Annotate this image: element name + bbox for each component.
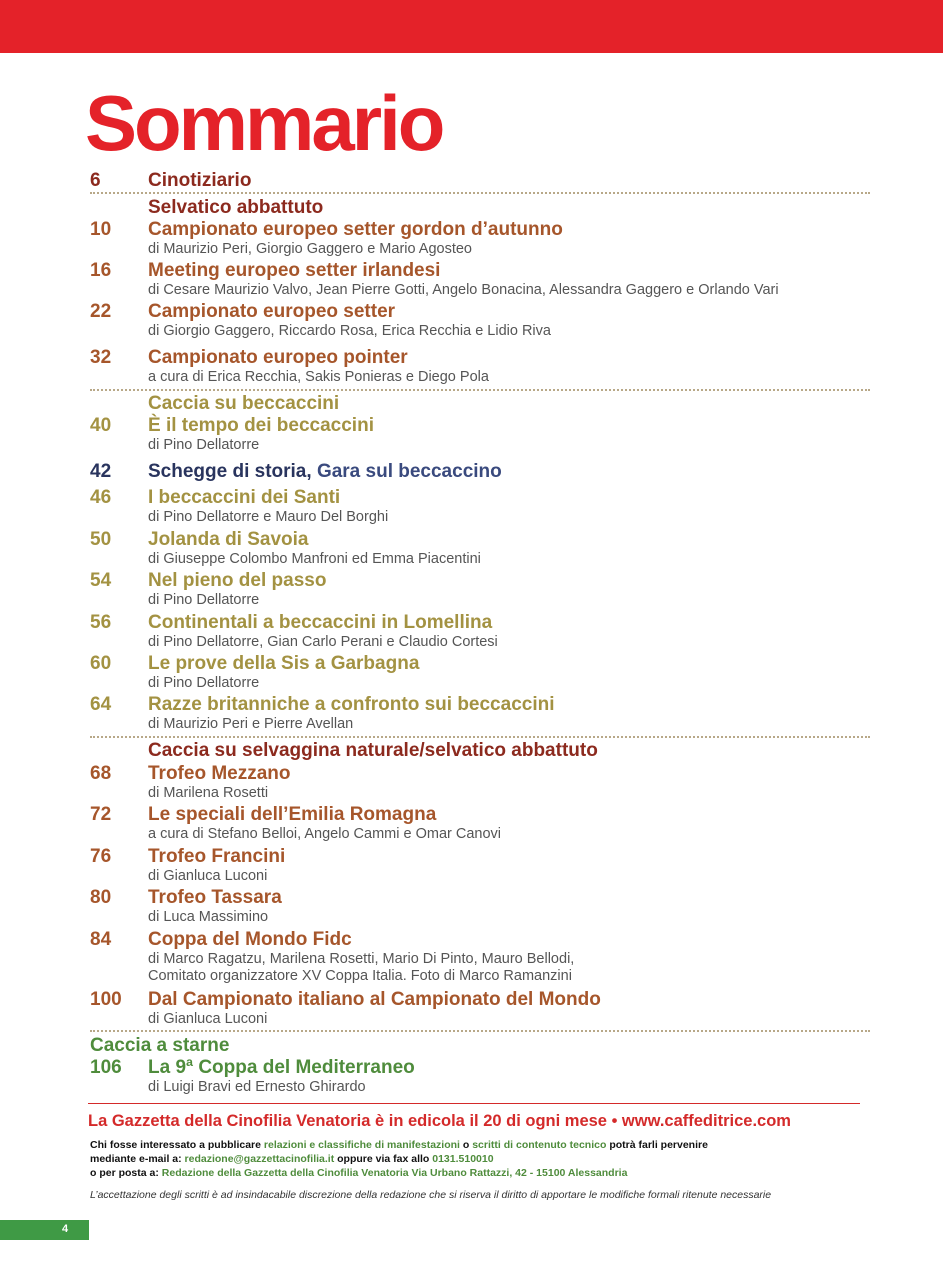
page-number: 46: [90, 487, 112, 508]
page-number: 42: [90, 461, 112, 482]
entry-title: Campionato europeo pointer: [148, 347, 408, 368]
info-text: mediante e-mail a:: [90, 1153, 185, 1165]
page-number: 68: [90, 763, 112, 784]
entry-title: Jolanda di Savoia: [148, 529, 309, 550]
entry-title: Le speciali dell’Emilia Romagna: [148, 804, 437, 825]
page-number: 80: [90, 887, 112, 908]
section-heading: Caccia a starne: [90, 1035, 230, 1056]
page-number: 56: [90, 612, 112, 633]
section-heading: Caccia su selvaggina naturale/selvatico abbattuto: [148, 740, 598, 761]
entry-author: di Gianluca Luconi: [148, 868, 268, 884]
section-heading: Selvatico abbattuto: [148, 197, 324, 218]
entry-author: di Pino Dellatorre, Gian Carlo Perani e Claudio Cortesi: [148, 634, 498, 650]
entry-title: Nel pieno del passo: [148, 570, 327, 591]
footer-rule: [88, 1103, 860, 1104]
page-number: 64: [90, 694, 112, 715]
entry-title: Cinotiziario: [148, 170, 252, 191]
entry-title: Coppa del Mondo Fidc: [148, 929, 352, 950]
page-number: 106: [90, 1057, 122, 1078]
top-red-band: [0, 0, 943, 53]
info-text: oppure via fax allo: [334, 1153, 433, 1165]
page-number-tab: [0, 1220, 89, 1240]
entry-author: di Marilena Rosetti: [148, 785, 269, 801]
section-heading: Caccia su beccaccini: [148, 393, 340, 414]
page-number: 6: [90, 170, 101, 191]
entry-author: di Luigi Bravi ed Ernesto Ghirardo: [148, 1079, 366, 1095]
page-number: 10: [90, 219, 112, 240]
page-title: Sommario: [85, 79, 443, 167]
dotted-divider: [90, 736, 870, 738]
entry-author: di Pino Dellatorre e Mauro Del Borghi: [148, 509, 389, 525]
email-link[interactable]: redazione@gazzettacinofilia.it: [184, 1153, 335, 1165]
page-number-label: 4: [62, 1223, 69, 1235]
entry-title: Trofeo Francini: [148, 846, 286, 867]
entry-title-bold: Schegge di storia,: [148, 461, 312, 482]
entry-title: Meeting europeo setter irlandesi: [148, 260, 441, 281]
entry-title: Continentali a beccaccini in Lomellina: [148, 612, 493, 633]
entry-author: di Gianluca Luconi: [148, 1011, 268, 1027]
entry-title: Razze britanniche a confronto sui beccaccini: [148, 694, 555, 715]
dotted-divider: [90, 1030, 870, 1032]
entry-author: a cura di Stefano Belloi, Angelo Cammi e Omar Canovi: [148, 826, 502, 842]
submission-info-line-2: [90, 1153, 494, 1166]
entry-author: di Pino Dellatorre: [148, 592, 260, 608]
entry-title: Trofeo Mezzano: [148, 763, 291, 784]
promo-line[interactable]: La Gazzetta della Cinofilia Venatoria è in edicola il 20 di ogni mese • www.caffeditrice.com: [88, 1112, 791, 1130]
page-number: 50: [90, 529, 112, 550]
disclaimer-note: L’accettazione degli scritti è ad insindacabile discrezione della redazione che si riserva il diritto di apportare le modifiche formali ritenute necessarie: [90, 1189, 772, 1201]
info-highlight: scritti di contenuto tecnico: [472, 1139, 607, 1151]
fax-number: 0131.510010: [432, 1153, 494, 1165]
entry-author: a cura di Erica Recchia, Sakis Ponieras e Diego Pola: [148, 369, 489, 385]
info-text: Chi fosse interessato a pubblicare: [90, 1139, 264, 1151]
info-text: o: [459, 1139, 473, 1151]
entry-title: Le prove della Sis a Garbagna: [148, 653, 420, 674]
entry-title: La 9ª Coppa del Mediterraneo: [148, 1057, 415, 1078]
entry-title: [148, 461, 502, 483]
entry-title: È il tempo dei beccaccini: [148, 415, 374, 436]
dotted-divider: [90, 389, 870, 391]
page-number: 40: [90, 415, 112, 436]
entry-author: di Luca Massimino: [148, 909, 269, 925]
entry-subtitle: Gara sul beccaccino: [316, 461, 502, 482]
page-number: 16: [90, 260, 112, 281]
entry-author: di Giorgio Gaggero, Riccardo Rosa, Erica Recchia e Lidio Riva: [148, 323, 551, 339]
page-number: 32: [90, 347, 112, 368]
entry-author: di Maurizio Peri e Pierre Avellan: [148, 716, 354, 732]
entry-title: Campionato europeo setter gordon d’autunno: [148, 219, 563, 240]
entry-author-continued: Comitato organizzatore XV Coppa Italia. Foto di Marco Ramanzini: [148, 968, 572, 984]
entry-title: I beccaccini dei Santi: [148, 487, 341, 508]
page-number: 72: [90, 804, 112, 825]
page-number: 22: [90, 301, 112, 322]
entry-title: Trofeo Tassara: [148, 887, 282, 908]
entry-author: di Marco Ragatzu, Marilena Rosetti, Mario Di Pinto, Mauro Bellodi,: [148, 951, 575, 967]
entry-author: di Giuseppe Colombo Manfroni ed Emma Piacentini: [148, 551, 481, 567]
entry-title: Dal Campionato italiano al Campionato del Mondo: [148, 989, 601, 1010]
info-highlight: relazioni e classifiche di manifestazioni: [263, 1139, 460, 1151]
page-number: 60: [90, 653, 112, 674]
postal-address: Redazione della Gazzetta della Cinofilia Venatoria Via Urbano Rattazzi, 42 - 15100 Alessandria: [161, 1167, 628, 1179]
entry-author: di Pino Dellatorre: [148, 437, 260, 453]
page-number: 100: [90, 989, 122, 1010]
entry-title: Campionato europeo setter: [148, 301, 396, 322]
entry-author: di Cesare Maurizio Valvo, Jean Pierre Gotti, Angelo Bonacina, Alessandra Gaggero e Orlando Vari: [148, 282, 779, 298]
info-text: potrà farli pervenire: [606, 1139, 708, 1151]
dotted-divider: [90, 192, 870, 194]
page-number: 54: [90, 570, 112, 591]
page-number: 84: [90, 929, 112, 950]
entry-author: di Maurizio Peri, Giorgio Gaggero e Mario Agosteo: [148, 241, 472, 257]
entry-author: di Pino Dellatorre: [148, 675, 260, 691]
submission-info-line-1: [90, 1139, 708, 1152]
page-number: 76: [90, 846, 112, 867]
info-text: o per posta a:: [90, 1167, 162, 1179]
submission-info-line-3: [90, 1167, 627, 1180]
